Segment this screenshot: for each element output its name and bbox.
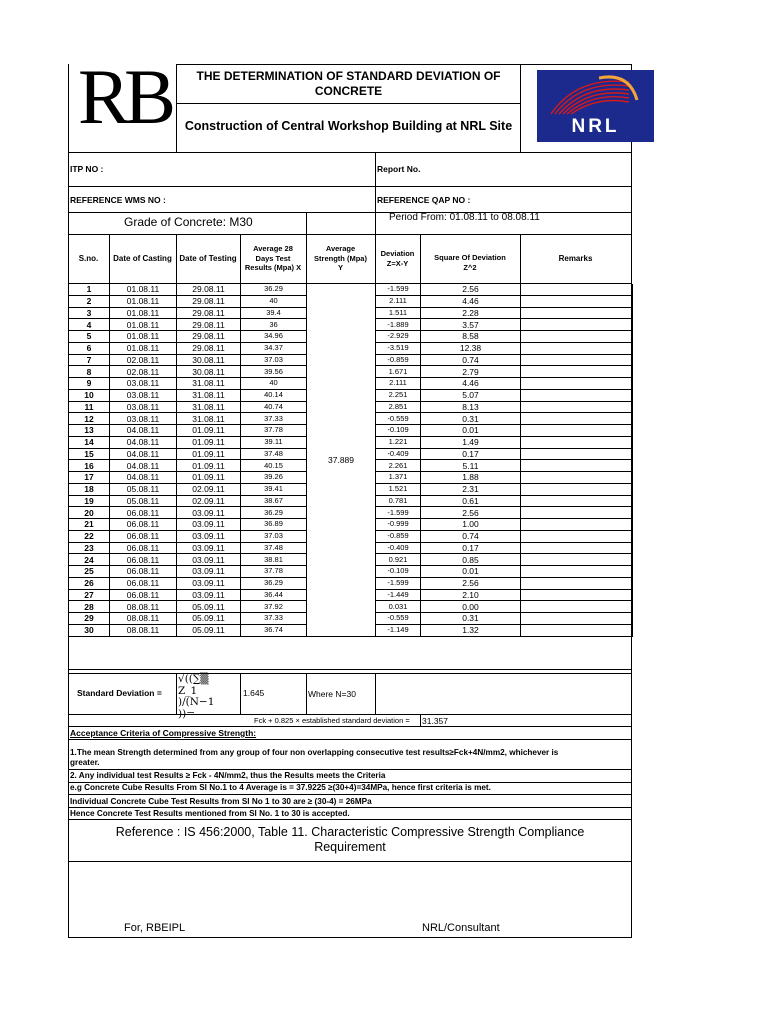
company-logo: RB xyxy=(78,53,171,140)
row-sno: 22 xyxy=(69,530,110,542)
row-square-deviation: 5.11 xyxy=(421,460,521,472)
qap-label: REFERENCE QAP NO : xyxy=(377,195,471,205)
row-square-deviation: 4.46 xyxy=(421,295,521,307)
frame-bottom xyxy=(68,937,632,938)
row-avg28-result: 38.81 xyxy=(241,554,307,566)
row-avg28-result: 39.41 xyxy=(241,483,307,495)
row-deviation: 0.781 xyxy=(376,495,421,507)
row-date-casting: 06.08.11 xyxy=(110,554,177,566)
row-date-casting: 06.08.11 xyxy=(110,566,177,578)
test-results-table xyxy=(68,284,633,637)
row-deviation: 2.111 xyxy=(376,378,421,390)
row-remarks xyxy=(521,507,633,519)
average-strength-value: 37.889 xyxy=(307,284,376,636)
row-avg28-result: 37.48 xyxy=(241,542,307,554)
table-row xyxy=(69,284,633,295)
sd-where: Where N=30 xyxy=(308,689,356,699)
row-deviation: -0.559 xyxy=(376,613,421,625)
row-remarks xyxy=(521,331,633,343)
row-date-casting: 06.08.11 xyxy=(110,519,177,531)
reference-note: Reference : IS 456:2000, Table 11. Characteristic Compressive Strength Compliance Requirement xyxy=(115,825,585,854)
row-square-deviation: 8.58 xyxy=(421,331,521,343)
row-date-testing: 03.09.11 xyxy=(177,542,241,554)
criteria-line-1 xyxy=(68,739,632,740)
row-remarks xyxy=(521,589,633,601)
row-deviation: 1.221 xyxy=(376,436,421,448)
row-date-testing: 31.08.11 xyxy=(177,401,241,413)
row-date-casting: 03.08.11 xyxy=(110,378,177,390)
row-avg28-result: 37.33 xyxy=(241,613,307,625)
row-sno: 7 xyxy=(69,354,110,366)
row-date-testing: 31.08.11 xyxy=(177,413,241,425)
criteria-line-2 xyxy=(68,769,632,770)
row-remarks xyxy=(521,378,633,390)
fck-label: Fck + 0.825 × established standard deviation = xyxy=(254,716,410,725)
row-remarks xyxy=(521,448,633,460)
row-remarks xyxy=(521,401,633,413)
document-title: THE DETERMINATION OF STANDARD DEVIATION OF CONCRETE xyxy=(196,69,501,98)
row-date-casting: 01.08.11 xyxy=(110,342,177,354)
header-bottom-line xyxy=(68,152,632,153)
row-remarks xyxy=(521,624,633,636)
row-sno: 17 xyxy=(69,472,110,484)
row-deviation: -0.109 xyxy=(376,566,421,578)
row-sno: 20 xyxy=(69,507,110,519)
row-square-deviation: 0.00 xyxy=(421,601,521,613)
row-avg28-result: 37.03 xyxy=(241,530,307,542)
row-date-casting: 06.08.11 xyxy=(110,577,177,589)
fck-value: 31.357 xyxy=(422,716,448,726)
header-divider-right xyxy=(520,64,521,153)
row-date-testing: 01.09.11 xyxy=(177,472,241,484)
signature-rbeipl: For, RBEIPL xyxy=(124,922,186,934)
row-square-deviation: 1.49 xyxy=(421,436,521,448)
row-square-deviation: 0.01 xyxy=(421,566,521,578)
row-deviation: 1.521 xyxy=(376,483,421,495)
row-remarks xyxy=(521,519,633,531)
row-deviation: -1.599 xyxy=(376,284,421,295)
row-deviation: -0.859 xyxy=(376,354,421,366)
row-remarks xyxy=(521,366,633,378)
row-square-deviation: 8.13 xyxy=(421,401,521,413)
row-date-testing: 29.08.11 xyxy=(177,307,241,319)
sd-top-line-1 xyxy=(68,669,632,670)
row-sno: 3 xyxy=(69,307,110,319)
row-date-testing: 03.09.11 xyxy=(177,589,241,601)
row-deviation: 1.511 xyxy=(376,307,421,319)
row-deviation: 2.111 xyxy=(376,295,421,307)
row-square-deviation: 0.01 xyxy=(421,425,521,437)
wms-label: REFERENCE WMS NO : xyxy=(70,195,166,205)
row-remarks xyxy=(521,554,633,566)
row-date-casting: 06.08.11 xyxy=(110,530,177,542)
row-date-testing: 03.09.11 xyxy=(177,519,241,531)
row-date-casting: 06.08.11 xyxy=(110,542,177,554)
row-date-casting: 06.08.11 xyxy=(110,589,177,601)
row-date-casting: 08.08.11 xyxy=(110,601,177,613)
row-remarks xyxy=(521,613,633,625)
row-date-casting: 08.08.11 xyxy=(110,624,177,636)
sd-div-2 xyxy=(240,673,241,715)
row-deviation: -0.109 xyxy=(376,425,421,437)
criteria-5: Hence Concrete Test Results mentioned from Sl No. 1 to 30 is accepted. xyxy=(70,809,350,818)
row-date-casting: 01.08.11 xyxy=(110,319,177,331)
row-square-deviation: 0.85 xyxy=(421,554,521,566)
row-avg28-result: 37.92 xyxy=(241,601,307,613)
row-deviation: -1.149 xyxy=(376,624,421,636)
row-deviation: -0.409 xyxy=(376,542,421,554)
row-avg28-result: 37.78 xyxy=(241,566,307,578)
col-header-deviation: Deviation Z=X-Y xyxy=(380,249,415,268)
nrl-logo xyxy=(537,70,654,142)
row-date-testing: 29.08.11 xyxy=(177,295,241,307)
row-date-casting: 05.08.11 xyxy=(110,495,177,507)
row-square-deviation: 1.88 xyxy=(421,472,521,484)
row-deviation: -3.519 xyxy=(376,342,421,354)
row-square-deviation: 2.31 xyxy=(421,483,521,495)
row-date-testing: 30.08.11 xyxy=(177,366,241,378)
row-date-testing: 03.09.11 xyxy=(177,577,241,589)
row-square-deviation: 5.07 xyxy=(421,389,521,401)
row-sno: 30 xyxy=(69,624,110,636)
row-square-deviation: 1.32 xyxy=(421,624,521,636)
criteria-heading: Acceptance Criteria of Compressive Strength: xyxy=(70,728,257,738)
row-avg28-result: 37.48 xyxy=(241,448,307,460)
row-date-casting: 04.08.11 xyxy=(110,472,177,484)
row-avg28-result: 36.89 xyxy=(241,519,307,531)
row-remarks xyxy=(521,284,633,295)
row-sno: 27 xyxy=(69,589,110,601)
row-date-testing: 30.08.11 xyxy=(177,354,241,366)
row-remarks xyxy=(521,577,633,589)
row-avg28-result: 36.74 xyxy=(241,624,307,636)
row-date-testing: 29.08.11 xyxy=(177,319,241,331)
row-deviation: -0.859 xyxy=(376,530,421,542)
col-header-casting: Date of Casting xyxy=(113,254,172,263)
row-avg28-result: 39.26 xyxy=(241,472,307,484)
row-remarks xyxy=(521,472,633,484)
row-date-casting: 01.08.11 xyxy=(110,331,177,343)
row-date-testing: 01.09.11 xyxy=(177,425,241,437)
row-sno: 12 xyxy=(69,413,110,425)
fck-bottom-line xyxy=(68,726,632,727)
row-avg28-result: 40 xyxy=(241,378,307,390)
row-avg28-result: 40.74 xyxy=(241,401,307,413)
row-square-deviation: 0.74 xyxy=(421,530,521,542)
row-sno: 16 xyxy=(69,460,110,472)
project-subtitle: Construction of Central Workshop Building at NRL Site xyxy=(184,119,513,133)
row-deviation: 1.371 xyxy=(376,472,421,484)
row-remarks xyxy=(521,460,633,472)
row-date-testing: 03.09.11 xyxy=(177,507,241,519)
row-avg28-result: 39.4 xyxy=(241,307,307,319)
row-date-testing: 03.09.11 xyxy=(177,554,241,566)
row-avg28-result: 39.11 xyxy=(241,436,307,448)
row-avg28-result: 36.44 xyxy=(241,589,307,601)
row-deviation: 0.031 xyxy=(376,601,421,613)
row-square-deviation: 2.56 xyxy=(421,507,521,519)
row-date-testing: 03.09.11 xyxy=(177,566,241,578)
row-remarks xyxy=(521,389,633,401)
row-square-deviation: 0.17 xyxy=(421,448,521,460)
row-square-deviation: 0.61 xyxy=(421,495,521,507)
row-date-testing: 05.09.11 xyxy=(177,613,241,625)
row-sno: 11 xyxy=(69,401,110,413)
row-date-testing: 01.09.11 xyxy=(177,448,241,460)
row-sno: 5 xyxy=(69,331,110,343)
row-square-deviation: 0.31 xyxy=(421,613,521,625)
grade-divider xyxy=(306,212,307,235)
row-sno: 23 xyxy=(69,542,110,554)
row-remarks xyxy=(521,295,633,307)
criteria-2: 2. Any individual test Results ≥ Fck - 4N/mm2, thus the Results meets the Criteria xyxy=(70,771,386,780)
row-deviation: -2.929 xyxy=(376,331,421,343)
row-avg28-result: 39.56 xyxy=(241,366,307,378)
fck-div xyxy=(420,714,421,727)
row-date-testing: 29.08.11 xyxy=(177,284,241,295)
row-date-testing: 05.09.11 xyxy=(177,624,241,636)
row-avg28-result: 37.78 xyxy=(241,425,307,437)
row-date-testing: 31.08.11 xyxy=(177,389,241,401)
grade-of-concrete: Grade of Concrete: M30 xyxy=(124,215,253,229)
row-date-testing: 05.09.11 xyxy=(177,601,241,613)
row-date-testing: 29.08.11 xyxy=(177,342,241,354)
row-sno: 4 xyxy=(69,319,110,331)
row-square-deviation: 0.17 xyxy=(421,542,521,554)
criteria-line-4 xyxy=(68,794,632,795)
row-square-deviation: 4.46 xyxy=(421,378,521,390)
row-remarks xyxy=(521,542,633,554)
row-square-deviation: 1.00 xyxy=(421,519,521,531)
col-header-remarks: Remarks xyxy=(558,254,593,263)
row-remarks xyxy=(521,342,633,354)
sd-div-1 xyxy=(176,673,177,715)
info-line-2 xyxy=(68,212,632,213)
sd-top-line-2 xyxy=(68,673,632,674)
row-sno: 14 xyxy=(69,436,110,448)
row-sno: 15 xyxy=(69,448,110,460)
row-avg28-result: 37.33 xyxy=(241,413,307,425)
row-date-testing: 03.09.11 xyxy=(177,530,241,542)
row-date-casting: 04.08.11 xyxy=(110,436,177,448)
row-date-casting: 01.08.11 xyxy=(110,295,177,307)
row-deviation: -1.599 xyxy=(376,577,421,589)
row-deviation: 2.261 xyxy=(376,460,421,472)
row-deviation: -1.449 xyxy=(376,589,421,601)
row-sno: 9 xyxy=(69,378,110,390)
row-deviation: -0.559 xyxy=(376,413,421,425)
row-remarks xyxy=(521,530,633,542)
row-sno: 29 xyxy=(69,613,110,625)
signature-nrl-consultant: NRL/Consultant xyxy=(422,922,500,934)
row-avg28-result: 40.14 xyxy=(241,389,307,401)
criteria-line-5 xyxy=(68,807,632,808)
sd-label: Standard Deviation = xyxy=(77,688,162,698)
row-deviation: -0.999 xyxy=(376,519,421,531)
row-date-casting: 04.08.11 xyxy=(110,460,177,472)
row-deviation: 1.671 xyxy=(376,366,421,378)
row-sno: 10 xyxy=(69,389,110,401)
row-remarks xyxy=(521,413,633,425)
row-avg28-result: 36 xyxy=(241,319,307,331)
header-top-line xyxy=(176,64,632,65)
row-date-casting: 04.08.11 xyxy=(110,448,177,460)
row-date-casting: 03.08.11 xyxy=(110,413,177,425)
row-square-deviation: 2.10 xyxy=(421,589,521,601)
row-sno: 25 xyxy=(69,566,110,578)
row-sno: 26 xyxy=(69,577,110,589)
col-header-testing: Date of Testing xyxy=(179,254,237,263)
row-sno: 1 xyxy=(69,284,110,295)
row-sno: 24 xyxy=(69,554,110,566)
row-avg28-result: 38.67 xyxy=(241,495,307,507)
row-date-casting: 04.08.11 xyxy=(110,425,177,437)
row-sno: 6 xyxy=(69,342,110,354)
criteria-line-6 xyxy=(68,819,632,820)
row-remarks xyxy=(521,425,633,437)
col-header-avg-strength: Average Strength (Mpa) Y xyxy=(314,244,367,272)
row-square-deviation: 0.31 xyxy=(421,413,521,425)
sd-bottom-line xyxy=(68,714,632,715)
row-date-casting: 05.08.11 xyxy=(110,483,177,495)
row-avg28-result: 36.29 xyxy=(241,577,307,589)
row-date-casting: 08.08.11 xyxy=(110,613,177,625)
row-sno: 13 xyxy=(69,425,110,437)
row-date-casting: 03.08.11 xyxy=(110,389,177,401)
row-square-deviation: 2.28 xyxy=(421,307,521,319)
row-avg28-result: 34.37 xyxy=(241,342,307,354)
row-date-testing: 29.08.11 xyxy=(177,331,241,343)
criteria-3: e.g Concrete Cube Results From Sl No.1 to 4 Average is = 37.9225 ≥(30+4)=34MPa, hence first criteria is met. xyxy=(70,783,491,792)
row-date-testing: 31.08.11 xyxy=(177,378,241,390)
row-date-casting: 02.08.11 xyxy=(110,366,177,378)
row-deviation: 2.251 xyxy=(376,389,421,401)
row-remarks xyxy=(521,436,633,448)
criteria-1: 1.The mean Strength determined from any group of four non overlapping consecutive test results≥Fck+4N/mm2, whichever is greater. xyxy=(70,748,559,767)
info-line-1 xyxy=(68,186,632,187)
row-remarks xyxy=(521,495,633,507)
row-sno: 2 xyxy=(69,295,110,307)
row-sno: 28 xyxy=(69,601,110,613)
row-remarks xyxy=(521,354,633,366)
row-date-casting: 06.08.11 xyxy=(110,507,177,519)
row-square-deviation: 3.57 xyxy=(421,319,521,331)
test-period: Period From: 01.08.11 to 08.08.11 xyxy=(389,212,540,223)
row-date-casting: 01.08.11 xyxy=(110,284,177,295)
reference-bottom-line xyxy=(68,861,632,862)
col-header-square: Square Of Deviation Z^2 xyxy=(434,253,506,272)
sd-value: 1.645 xyxy=(243,688,265,698)
row-square-deviation: 2.56 xyxy=(421,284,521,295)
row-deviation: 0.921 xyxy=(376,554,421,566)
row-date-casting: 03.08.11 xyxy=(110,401,177,413)
col-header-sno: S.no. xyxy=(78,254,99,263)
row-sno: 8 xyxy=(69,366,110,378)
sd-formula: √((∑▒ Z_1 )/(N−1 ))= xyxy=(178,673,215,720)
report-label: Report No. xyxy=(377,164,421,174)
row-sno: 21 xyxy=(69,519,110,531)
row-avg28-result: 34.96 xyxy=(241,331,307,343)
row-deviation: -1.889 xyxy=(376,319,421,331)
sd-div-3 xyxy=(306,673,307,715)
info-divider xyxy=(375,152,376,235)
row-avg28-result: 40.15 xyxy=(241,460,307,472)
row-avg28-result: 37.03 xyxy=(241,354,307,366)
row-date-testing: 02.09.11 xyxy=(177,483,241,495)
row-remarks xyxy=(521,483,633,495)
row-avg28-result: 40 xyxy=(241,295,307,307)
row-sno: 19 xyxy=(69,495,110,507)
nrl-logo-text: NRL xyxy=(571,116,620,137)
row-deviation: 2.851 xyxy=(376,401,421,413)
col-header-avg28: Average 28 Days Test Results (Mpa) X xyxy=(244,244,302,272)
itp-label: ITP NO : xyxy=(70,164,104,174)
row-deviation: -1.599 xyxy=(376,507,421,519)
criteria-4: Individual Concrete Cube Test Results from Sl No 1 to 30 are ≥ (30-4) = 26MPa xyxy=(70,797,372,806)
row-date-casting: 01.08.11 xyxy=(110,307,177,319)
row-date-testing: 01.09.11 xyxy=(177,460,241,472)
row-square-deviation: 2.79 xyxy=(421,366,521,378)
row-date-testing: 01.09.11 xyxy=(177,436,241,448)
row-remarks xyxy=(521,307,633,319)
row-square-deviation: 2.56 xyxy=(421,577,521,589)
row-date-testing: 02.09.11 xyxy=(177,495,241,507)
row-sno: 18 xyxy=(69,483,110,495)
row-avg28-result: 36.29 xyxy=(241,507,307,519)
row-date-casting: 02.08.11 xyxy=(110,354,177,366)
row-remarks xyxy=(521,566,633,578)
row-avg28-result: 36.29 xyxy=(241,284,307,295)
info-line-3 xyxy=(68,234,632,235)
sd-div-4 xyxy=(375,673,376,715)
row-deviation: -0.409 xyxy=(376,448,421,460)
header-mid-line xyxy=(176,103,521,104)
row-remarks xyxy=(521,319,633,331)
row-square-deviation: 12.38 xyxy=(421,342,521,354)
row-square-deviation: 0.74 xyxy=(421,354,521,366)
row-remarks xyxy=(521,601,633,613)
